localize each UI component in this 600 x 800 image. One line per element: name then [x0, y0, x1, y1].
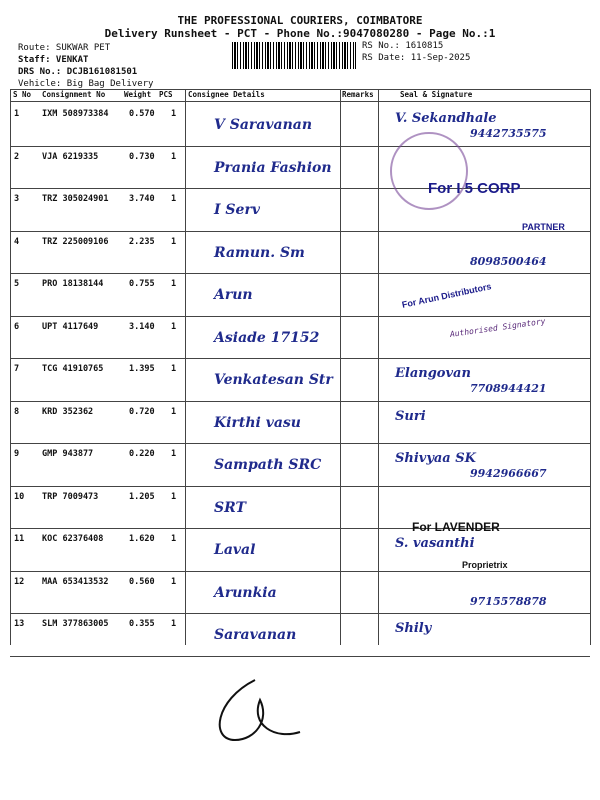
lavender-proprietrix-text: Proprietrix	[462, 560, 508, 570]
barcode	[232, 42, 356, 69]
row-consignee-name: SRT	[214, 499, 246, 516]
col-header-weight: Weight	[124, 90, 152, 99]
row-signature: V. Sekandhale	[395, 111, 497, 126]
row-weight: 0.755	[129, 279, 155, 289]
col-header-remarks: Remarks	[342, 90, 374, 99]
row-pcs: 1	[171, 321, 177, 332]
corp-stamp-text: For I 5 CORP	[428, 180, 521, 197]
row-signature: S. vasanthi	[395, 536, 475, 551]
rs-number: RS No.: 1610815	[362, 41, 444, 51]
row-consignment-no: TRZ 225009106	[42, 236, 109, 247]
drs-label: DRS No.: DCJB161081501	[18, 67, 138, 77]
row-sno: 6	[14, 321, 20, 332]
row-pcs: 1	[171, 151, 177, 162]
row-divider	[10, 528, 590, 529]
row-weight: 1.205	[129, 491, 155, 502]
distributor-stamp-text: For Arun Distributors	[400, 281, 493, 310]
row-consignee-name: Kirthi vasu	[214, 414, 301, 431]
row-sno: 2	[14, 151, 20, 162]
row-pcs: 1	[171, 406, 177, 417]
row-consignee-name: Arunkia	[214, 584, 277, 601]
row-divider	[10, 486, 590, 487]
row-consignment-no: PRO 18138144	[42, 279, 104, 289]
row-consignment-no: VJA 6219335	[42, 151, 99, 162]
row-weight: 1.620	[129, 534, 155, 544]
row-consignment-no: TRP 7009473	[42, 491, 99, 502]
distributor-auth-text: Authorised Signatory	[449, 316, 547, 339]
row-divider	[10, 316, 590, 317]
col-divider	[590, 89, 591, 645]
staff-label: Staff: VENKAT	[18, 55, 89, 65]
header-bottom-line	[10, 101, 590, 102]
col-divider	[185, 89, 186, 645]
row-sno: 7	[14, 364, 20, 374]
row-pcs: 1	[171, 364, 177, 374]
row-sno: 12	[14, 576, 25, 587]
row-consignment-no: SLM 377863005	[42, 619, 109, 629]
col-divider	[340, 89, 341, 645]
row-pcs: 1	[171, 534, 177, 544]
row-weight: 0.570	[129, 109, 155, 119]
row-pcs: 1	[171, 619, 177, 629]
row-consignment-no: TCG 41910765	[42, 364, 104, 374]
row-divider	[10, 443, 590, 444]
row-divider	[10, 401, 590, 402]
row-phone-note: 8098500464	[470, 254, 547, 268]
lavender-stamp-text: For LAVENDER	[412, 520, 500, 534]
row-consignee-name: Venkatesan Str	[214, 372, 333, 388]
col-header-pcs: PCS	[159, 90, 173, 99]
row-divider	[10, 273, 590, 274]
runsheet-title: Delivery Runsheet - PCT - Phone No.:9047080280 - Page No.:1	[104, 27, 496, 40]
row-pcs: 1	[171, 109, 177, 119]
row-weight: 0.730	[129, 151, 155, 162]
row-phone-note: 7708944421	[470, 382, 547, 395]
row-weight: 0.355	[129, 619, 155, 629]
bottom-signature	[200, 670, 310, 760]
row-sno: 8	[14, 406, 20, 417]
row-consignment-no: IXM 508973384	[42, 109, 109, 119]
row-pcs: 1	[171, 491, 177, 502]
col-divider	[378, 89, 379, 645]
col-header-signature: Seal & Signature	[400, 90, 473, 99]
row-consignment-no: KRD 352362	[42, 406, 94, 417]
row-consignment-no: MAA 653413532	[42, 576, 109, 587]
row-sno: 5	[14, 279, 20, 289]
row-divider	[10, 231, 590, 232]
row-signature: Shily	[395, 621, 432, 636]
col-divider	[10, 89, 11, 645]
row-pcs: 1	[171, 279, 177, 289]
row-weight: 0.720	[129, 406, 155, 417]
row-consignment-no: GMP 943877	[42, 449, 94, 459]
row-consignee-name: Arun	[214, 287, 253, 303]
rs-date: RS Date: 11-Sep-2025	[362, 53, 471, 63]
row-consignee-name: Prania Fashion	[214, 159, 332, 176]
row-consignment-no: TRZ 305024901	[42, 194, 109, 204]
row-weight: 2.235	[129, 236, 155, 247]
row-sno: 3	[14, 194, 20, 204]
row-consignee-name: Sampath SRC	[214, 457, 322, 473]
row-divider	[10, 571, 590, 572]
row-phone-note: 9715578878	[470, 594, 547, 608]
row-pcs: 1	[171, 236, 177, 247]
row-consignee-name: Ramun. Sm	[214, 244, 305, 261]
row-pcs: 1	[171, 194, 177, 204]
row-sno: 10	[14, 491, 25, 502]
row-weight: 3.740	[129, 194, 155, 204]
row-signature: Suri	[395, 408, 426, 424]
row-signature: Elangovan	[395, 366, 471, 381]
row-weight: 3.140	[129, 321, 155, 332]
row-consignment-no: KOC 62376408	[42, 534, 104, 544]
row-weight: 0.220	[129, 449, 155, 459]
row-consignee-name: V Saravanan	[214, 117, 312, 133]
row-consignee-name: I Serv	[214, 202, 260, 218]
vehicle-label: Vehicle: Big Bag Delivery	[18, 79, 154, 89]
row-weight: 1.395	[129, 364, 155, 374]
row-sno: 9	[14, 449, 20, 459]
corp-partner-text: PARTNER	[522, 222, 565, 232]
row-pcs: 1	[171, 449, 177, 459]
row-phone-note: 9442735575	[470, 127, 547, 140]
row-divider	[10, 656, 590, 657]
row-divider	[10, 613, 590, 614]
company-title: THE PROFESSIONAL COURIERS, COIMBATORE	[177, 14, 423, 27]
row-sno: 4	[14, 236, 20, 247]
row-consignee-name: Saravanan	[214, 627, 297, 643]
row-sno: 1	[14, 109, 20, 119]
row-weight: 0.560	[129, 576, 155, 587]
row-consignee-name: Laval	[214, 542, 256, 558]
row-signature: Shivyaa SK	[395, 451, 476, 466]
row-divider	[10, 358, 590, 359]
row-divider	[10, 146, 590, 147]
col-header-consignee: Consignee Details	[188, 90, 265, 99]
col-header-consignment: Consignment No	[42, 90, 106, 99]
row-consignment-no: UPT 4117649	[42, 321, 99, 332]
row-sno: 11	[14, 534, 25, 544]
route-label: Route: SUKWAR PET	[18, 43, 111, 53]
row-sno: 13	[14, 619, 25, 629]
row-consignee-name: Asiade 17152	[214, 329, 320, 346]
col-header-sno: S No	[13, 90, 32, 99]
row-pcs: 1	[171, 576, 177, 587]
row-phone-note: 9942966667	[470, 467, 547, 480]
round-seal-stamp	[390, 132, 468, 210]
